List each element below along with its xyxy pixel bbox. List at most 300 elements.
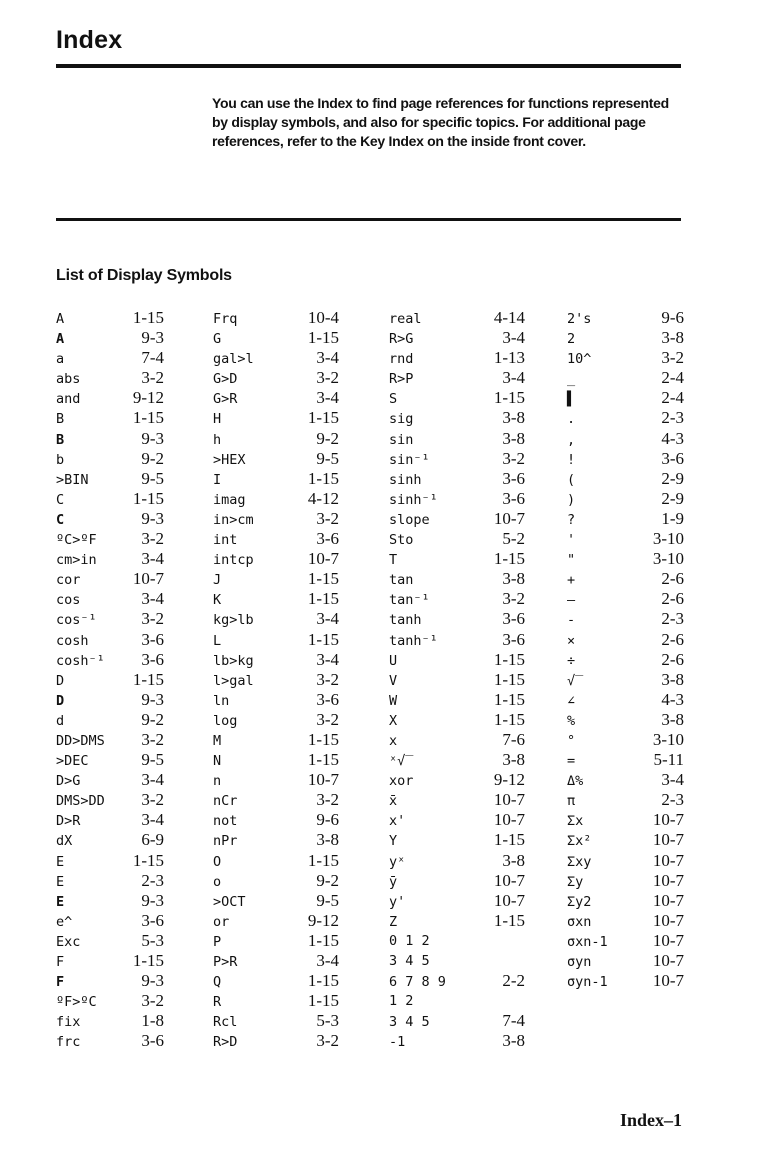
display-symbol: ) (567, 491, 576, 508)
page-reference: 3-6 (141, 629, 164, 649)
index-entry (56, 630, 164, 650)
page-reference: 3-8 (661, 328, 684, 348)
display-symbol: Sto (389, 532, 414, 549)
index-entry (389, 750, 525, 770)
display-symbol: x' (389, 813, 406, 830)
index-entry (56, 750, 164, 770)
display-symbol: 3 4 5 (389, 1014, 430, 1031)
index-entry (567, 891, 684, 911)
display-symbol: S (389, 391, 398, 408)
display-symbol: V (389, 672, 398, 689)
display-symbol: W (389, 692, 398, 709)
page-reference: 2-6 (661, 649, 684, 669)
index-entry (213, 670, 339, 690)
index-entry (56, 509, 164, 529)
page-reference: 10-7 (652, 930, 684, 950)
display-symbol: U (389, 652, 398, 669)
page-reference: 1-9 (661, 508, 684, 528)
index-entry (389, 348, 525, 368)
display-symbol: abs (56, 371, 81, 388)
page-reference: 1-15 (132, 669, 164, 689)
page-reference: 10-7 (652, 951, 684, 970)
page-reference: 10-7 (652, 810, 684, 830)
display-symbol: 1 2 (389, 993, 414, 1010)
display-symbol: Σxy (567, 853, 592, 870)
page-reference: 5-11 (653, 750, 684, 770)
index-entry (56, 549, 164, 569)
display-symbol: σxn (567, 913, 592, 930)
page-reference: 9-12 (307, 910, 339, 930)
display-symbol: ºC>ºF (56, 532, 97, 549)
index-entry (389, 1011, 525, 1031)
index-entry (567, 931, 684, 951)
index-entry (56, 951, 164, 971)
index-entry (567, 429, 684, 449)
page-reference: 3-2 (661, 348, 684, 368)
page-reference: 1-15 (307, 729, 339, 749)
index-entry (389, 911, 525, 931)
page-reference: 10-7 (493, 890, 525, 910)
index-entry (56, 368, 164, 388)
index-entry (389, 690, 525, 710)
display-symbol: sinh⁻¹ (389, 491, 438, 508)
page-reference: 9-2 (316, 428, 339, 448)
page-reference: 9-2 (316, 870, 339, 890)
display-symbol: ȳ (389, 873, 398, 890)
display-symbol: dX (56, 833, 73, 850)
display-symbol: tanh (389, 612, 422, 629)
index-entry (213, 328, 339, 348)
index-entry (213, 408, 339, 428)
index-entry (56, 308, 164, 328)
page-reference: 1-15 (307, 930, 339, 950)
index-entry (567, 830, 684, 850)
index-entry (389, 770, 525, 790)
display-symbol: yˣ (389, 853, 406, 870)
display-symbol: I (213, 471, 222, 488)
page-reference: 5-2 (502, 529, 525, 549)
display-symbol: b (56, 451, 65, 468)
page-reference: 2-4 (661, 368, 684, 388)
display-symbol: σyn (567, 954, 592, 970)
index-entry (567, 690, 684, 710)
display-symbol: – (567, 592, 576, 609)
page-reference: 3-6 (141, 1031, 164, 1051)
top-divider (56, 64, 681, 68)
index-entry (567, 529, 684, 549)
display-symbol: real (389, 311, 422, 327)
index-entry (567, 308, 684, 328)
index-entry (389, 630, 525, 650)
display-symbol: slope (389, 511, 430, 528)
display-symbol: B (56, 411, 65, 428)
page-reference: 3-4 (141, 810, 164, 830)
display-symbol: ▌ (567, 391, 576, 408)
display-symbol: >OCT (213, 893, 246, 910)
index-entry (56, 609, 164, 629)
display-symbol: E (56, 853, 65, 870)
page-reference: 9-5 (316, 448, 339, 468)
display-symbol: sinh (389, 471, 422, 488)
page-reference: 10-7 (493, 870, 525, 890)
index-entry (567, 750, 684, 770)
index-entry (389, 650, 525, 670)
page-reference: 10-7 (652, 830, 684, 850)
index-entry (213, 650, 339, 670)
index-entry (389, 388, 525, 408)
page-reference: 1-15 (307, 328, 339, 348)
index-entry (213, 569, 339, 589)
index-entry (389, 1031, 525, 1051)
display-symbol: n (213, 773, 222, 790)
index-entry (567, 730, 684, 750)
index-entry (213, 750, 339, 770)
page-reference: 3-10 (652, 549, 684, 569)
page-reference: 1-15 (307, 971, 339, 991)
display-symbol: A (56, 331, 65, 348)
index-entry (389, 328, 525, 348)
index-entry (213, 710, 339, 730)
page-reference: 2-6 (661, 589, 684, 609)
symbol-column-3 (389, 308, 525, 1051)
display-symbol: Frq (213, 311, 238, 327)
index-entry (56, 991, 164, 1011)
index-entry (389, 710, 525, 730)
display-symbol: ° (567, 732, 576, 749)
index-entry (56, 1031, 164, 1051)
page-reference: 7-6 (502, 729, 525, 749)
display-symbol: σxn-1 (567, 933, 608, 950)
display-symbol: DD>DMS (56, 732, 105, 749)
page-reference: 3-6 (316, 689, 339, 709)
index-entry (213, 770, 339, 790)
display-symbol: C (56, 511, 65, 528)
display-symbol: ˣ√‾ (389, 753, 414, 770)
index-entry (56, 348, 164, 368)
page-reference: 1-15 (307, 569, 339, 589)
display-symbol: cos (56, 592, 81, 609)
index-entry (567, 971, 684, 991)
display-symbol: E (56, 893, 65, 910)
index-entry (389, 951, 525, 971)
index-entry (567, 509, 684, 529)
display-symbol: xor (389, 773, 414, 790)
index-entry (567, 328, 684, 348)
index-entry (567, 670, 684, 690)
page-reference: 1-15 (307, 629, 339, 649)
display-symbol: tan⁻¹ (389, 592, 430, 609)
page-reference: 2-3 (141, 870, 164, 890)
index-entry (567, 770, 684, 790)
page-reference: 3-6 (502, 629, 525, 649)
index-entry (213, 489, 339, 509)
page-reference: 1-15 (493, 649, 525, 669)
index-entry (389, 810, 525, 830)
index-entry (567, 871, 684, 891)
display-symbol: frc (56, 1034, 81, 1051)
page-reference: 3-2 (141, 729, 164, 749)
page-reference: 1-15 (307, 408, 339, 428)
display-symbol: P (213, 933, 222, 950)
page-reference: 3-6 (502, 488, 525, 508)
display-symbol: R (213, 994, 222, 1011)
display-symbol: F (56, 954, 65, 970)
index-entry (389, 529, 525, 549)
page-reference: 3-8 (502, 569, 525, 589)
display-symbol: or (213, 913, 230, 930)
display-symbol: y' (389, 893, 406, 910)
display-symbol: R>G (389, 331, 414, 348)
display-symbol: Exc (56, 933, 81, 950)
index-entry (567, 589, 684, 609)
display-symbol: d (56, 712, 65, 729)
index-entry (213, 830, 339, 850)
display-symbol: C (56, 491, 65, 508)
page-reference: 1-15 (493, 689, 525, 709)
index-entry (56, 429, 164, 449)
page-reference: 1-15 (132, 850, 164, 870)
index-entry (56, 931, 164, 951)
index-entry (56, 911, 164, 931)
index-entry (567, 951, 684, 971)
display-symbol: K (213, 592, 222, 609)
display-symbol: in>cm (213, 511, 254, 528)
index-entry (567, 650, 684, 670)
display-symbol: D>G (56, 773, 81, 790)
page-reference: 3-2 (316, 790, 339, 810)
page-reference: 7-4 (502, 1011, 525, 1031)
display-symbol: Rcl (213, 1014, 238, 1031)
display-symbol: fix (56, 1014, 81, 1031)
index-entry (56, 388, 164, 408)
page-reference: 3-2 (141, 529, 164, 549)
display-symbol: N (213, 753, 222, 770)
index-entry (56, 730, 164, 750)
display-symbol: L (213, 632, 222, 649)
display-symbol: Σx² (567, 833, 592, 850)
section-divider (56, 218, 681, 221)
display-symbol: σyn-1 (567, 974, 608, 991)
page-reference: 3-4 (141, 549, 164, 569)
index-entry (389, 429, 525, 449)
index-entry (389, 308, 525, 328)
page-reference: 1-15 (132, 951, 164, 970)
index-entry (389, 509, 525, 529)
display-symbol: cor (56, 572, 81, 589)
display-symbol: intcp (213, 552, 254, 569)
index-entry (213, 609, 339, 629)
index-entry (389, 589, 525, 609)
page-reference: 3-4 (661, 770, 684, 790)
page-reference: 3-4 (316, 951, 339, 970)
index-entry (56, 569, 164, 589)
page-reference: 3-2 (141, 991, 164, 1011)
display-symbol: G>R (213, 391, 238, 408)
index-entry (56, 871, 164, 891)
index-entry (56, 770, 164, 790)
page-reference: 1-15 (493, 388, 525, 408)
page-reference: 3-2 (502, 448, 525, 468)
display-symbol: DMS>DD (56, 793, 105, 810)
index-entry (389, 871, 525, 891)
index-entry (567, 469, 684, 489)
display-symbol: E (56, 873, 65, 890)
page-reference: 4-14 (493, 308, 525, 327)
page-reference: 10-7 (652, 910, 684, 930)
section-heading: List of Display Symbols (56, 267, 232, 284)
display-symbol: l>gal (213, 672, 254, 689)
index-entry (567, 368, 684, 388)
index-entry (56, 1011, 164, 1031)
display-symbol: T (389, 552, 398, 569)
display-symbol: M (213, 732, 222, 749)
page-reference: 2-3 (661, 609, 684, 629)
display-symbol: and (56, 391, 81, 408)
display-symbol: 6 7 8 9 (389, 974, 446, 991)
display-symbol: = (567, 753, 576, 770)
page-reference: 3-6 (141, 910, 164, 930)
display-symbol: kg>lb (213, 612, 254, 629)
index-entry (213, 348, 339, 368)
index-entry (56, 469, 164, 489)
index-entry (56, 650, 164, 670)
display-symbol: tanh⁻¹ (389, 632, 438, 649)
index-entry (56, 589, 164, 609)
page-reference: 5-3 (316, 1011, 339, 1031)
page-reference: 3-2 (316, 709, 339, 729)
display-symbol: >DEC (56, 753, 89, 770)
display-symbol: cos⁻¹ (56, 612, 97, 629)
display-symbol: A (56, 311, 65, 327)
page-reference: 9-2 (141, 709, 164, 729)
index-entry (567, 449, 684, 469)
display-symbol: Q (213, 974, 222, 991)
display-symbol: √‾ (567, 672, 584, 689)
page-reference: 3-8 (502, 428, 525, 448)
display-symbol: e^ (56, 913, 73, 930)
index-entry (213, 810, 339, 830)
page-reference: 2-9 (661, 468, 684, 488)
page-reference: 3-8 (502, 750, 525, 770)
page-reference: 9-3 (141, 689, 164, 709)
page-reference: 3-2 (316, 1031, 339, 1051)
page-reference: 3-4 (316, 348, 339, 368)
display-symbol: Σx (567, 813, 584, 830)
display-symbol: cosh (56, 632, 89, 649)
display-symbol: D (56, 692, 65, 709)
page-reference: 6-9 (141, 830, 164, 850)
index-entry (213, 1031, 339, 1051)
index-entry (567, 790, 684, 810)
index-entry (567, 911, 684, 931)
index-entry (389, 851, 525, 871)
index-entry (213, 971, 339, 991)
page-reference: 1-15 (307, 850, 339, 870)
display-symbol: 0 1 2 (389, 932, 430, 949)
display-symbol: " (567, 552, 576, 569)
page-reference: 9-5 (316, 890, 339, 910)
index-entry (213, 469, 339, 489)
page-reference: 3-4 (141, 770, 164, 790)
index-entry (56, 891, 164, 911)
index-entry (56, 790, 164, 810)
display-symbol: + (567, 572, 576, 589)
display-symbol: o (213, 873, 222, 890)
page-reference: 2-6 (661, 629, 684, 649)
index-entry (567, 408, 684, 428)
display-symbol: ∠ (567, 692, 576, 709)
display-symbol: h (213, 431, 222, 448)
symbol-column-4 (567, 308, 684, 991)
display-symbol: % (567, 712, 576, 729)
page-reference: 3-10 (652, 529, 684, 549)
index-entry (213, 991, 339, 1011)
page-reference: 9-5 (141, 468, 164, 488)
page-reference: 3-4 (141, 589, 164, 609)
page-reference: 3-8 (316, 830, 339, 850)
index-entry (213, 851, 339, 871)
index-entry (213, 871, 339, 891)
page-reference: 9-3 (141, 328, 164, 348)
page-reference: 10-7 (652, 870, 684, 890)
page-reference: 3-8 (661, 669, 684, 689)
index-entry (567, 630, 684, 650)
page-reference: 9-3 (141, 971, 164, 991)
page-reference: 10-7 (132, 569, 164, 589)
index-entry (213, 790, 339, 810)
page-reference: 4-12 (307, 488, 339, 508)
index-entry (213, 529, 339, 549)
page-reference: 1-15 (493, 830, 525, 850)
index-entry (389, 931, 525, 951)
index-entry (389, 368, 525, 388)
page-reference: 1-15 (493, 709, 525, 729)
page-title: Index (56, 26, 123, 54)
page-reference: 1-15 (493, 549, 525, 569)
page-reference: 1-15 (132, 488, 164, 508)
display-symbol: cm>in (56, 552, 97, 569)
index-entry (56, 529, 164, 549)
intro-paragraph: You can use the Index to find page references for functions represented by display symbols, and also for specific topics. For additional page references, refer to the Key Index on the inside front cover. (212, 95, 669, 150)
display-symbol: Σy (567, 873, 584, 890)
page-reference: 10-7 (652, 971, 684, 991)
display-symbol: sin⁻¹ (389, 451, 430, 468)
display-symbol: not (213, 813, 238, 830)
page-reference: 1-15 (132, 408, 164, 428)
page-reference: 7-4 (141, 348, 164, 368)
display-symbol: R>P (389, 371, 414, 388)
index-entry (389, 469, 525, 489)
page-reference: 4-3 (661, 428, 684, 448)
page-reference: 3-6 (316, 529, 339, 549)
page-reference: 2-3 (661, 790, 684, 810)
index-entry (213, 388, 339, 408)
display-symbol: Y (389, 833, 398, 850)
index-entry (213, 931, 339, 951)
page-reference: 3-2 (141, 609, 164, 629)
display-symbol: a (56, 351, 65, 368)
page-reference: 10-4 (307, 308, 339, 327)
display-symbol: sin (389, 431, 414, 448)
display-symbol: lb>kg (213, 652, 254, 669)
page-reference: 3-8 (502, 850, 525, 870)
index-entry (567, 810, 684, 830)
page-reference: 3-2 (502, 589, 525, 609)
index-entry (389, 489, 525, 509)
page-reference: 1-15 (493, 910, 525, 930)
display-symbol: 2's (567, 311, 592, 327)
index-entry (567, 388, 684, 408)
